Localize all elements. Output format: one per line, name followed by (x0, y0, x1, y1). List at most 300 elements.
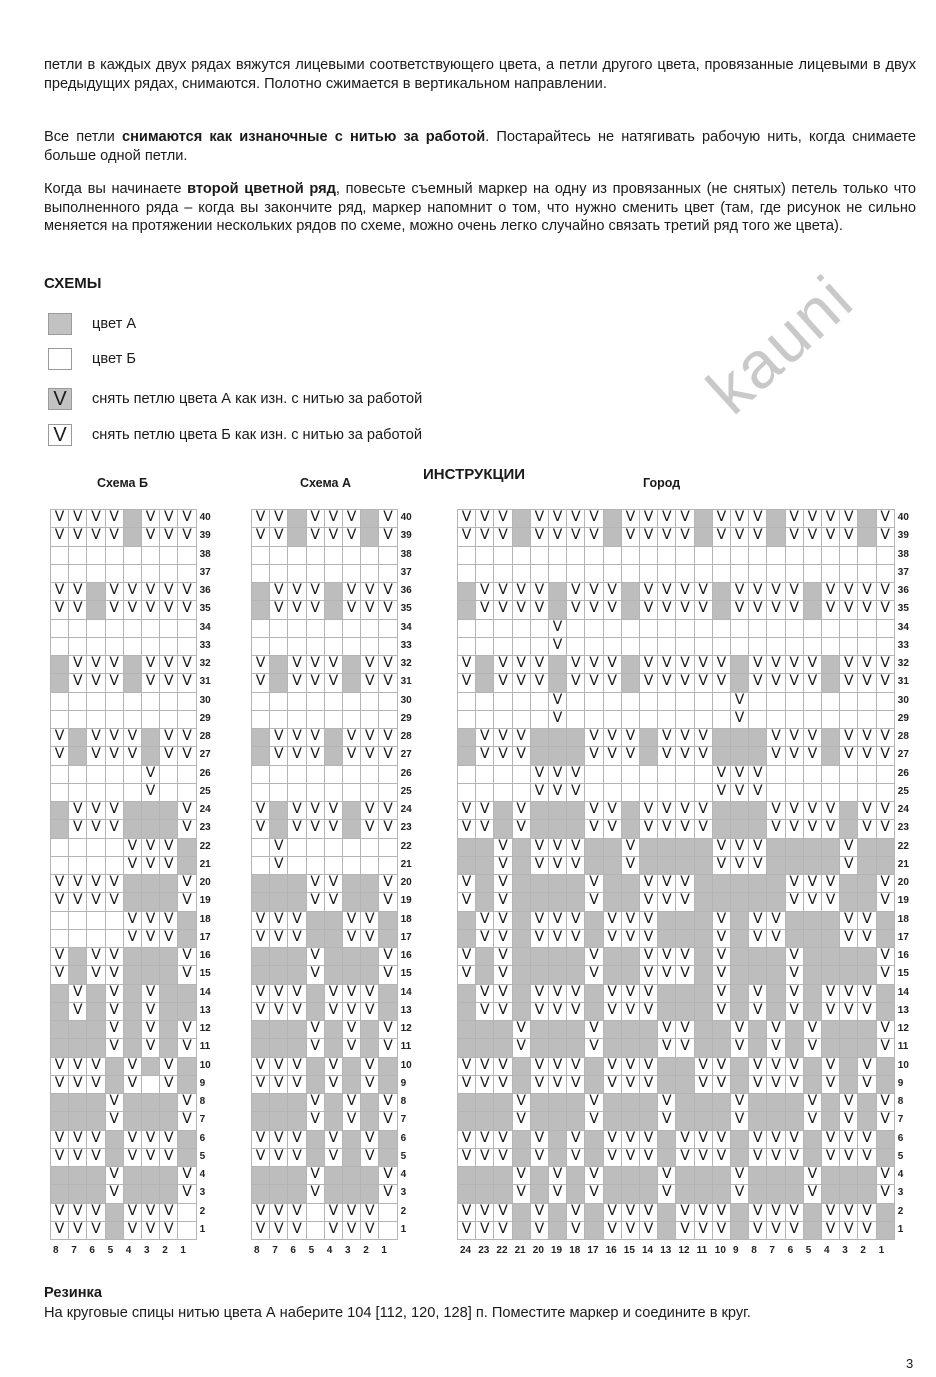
chart-cell: V (876, 1038, 895, 1057)
chart-cell: V (766, 600, 785, 619)
chart-cell: V (621, 984, 640, 1003)
chart-cell (105, 1203, 124, 1222)
chart-cell: V (675, 728, 694, 747)
row-number: 16 (400, 950, 412, 961)
row-number: 32 (897, 658, 909, 669)
chart-cell: V (657, 965, 676, 984)
chart-cell: V (306, 728, 325, 747)
chart-cell: V (86, 509, 105, 528)
column-number: 22 (496, 1245, 508, 1256)
chart-cell: V (287, 929, 306, 948)
chart-cell (123, 564, 142, 583)
chart-cell (141, 965, 160, 984)
chart-cell (251, 728, 270, 747)
chart-cell (712, 1038, 731, 1057)
p2-bold: снимаются как изнаночные с нитью за работой (121, 129, 486, 145)
chart-cell (639, 546, 658, 565)
chart-cell (566, 692, 585, 711)
row-number: 35 (199, 603, 211, 615)
chart-cell (530, 819, 549, 838)
chart-cell: V (86, 1203, 105, 1222)
chart-cell (123, 673, 142, 692)
chart-cell: V (566, 1057, 585, 1076)
chart-cell (530, 1038, 549, 1057)
chart-cell: V (269, 527, 288, 546)
chart-cell: V (584, 1184, 603, 1203)
chart-cell (712, 874, 731, 893)
chart-cell (530, 1184, 549, 1203)
chart-cell: V (657, 728, 676, 747)
chart-cell (86, 1020, 105, 1039)
chart-cell (639, 728, 658, 747)
chart-cell (603, 874, 622, 893)
chart-cell (530, 564, 549, 583)
chart-cell (378, 1203, 397, 1222)
chart-cell: V (839, 600, 858, 619)
chart-cell: V (493, 1130, 512, 1149)
chart-cell (603, 637, 622, 656)
chart-cell (360, 564, 379, 583)
chart-cell (324, 911, 343, 930)
chart-cell (839, 692, 858, 711)
chart-cell: V (857, 1221, 876, 1240)
chart-cell: V (657, 582, 676, 601)
chart-cell (159, 1002, 178, 1021)
column-number: 3 (144, 1245, 150, 1256)
chart-cell (493, 1093, 512, 1112)
chart-cell (803, 1203, 822, 1222)
chart-cell (785, 1166, 804, 1185)
chart-cell: V (177, 527, 196, 546)
chart-cell (785, 838, 804, 857)
chart-cell (821, 947, 840, 966)
chart-cell: V (287, 582, 306, 601)
chart-cell (177, 911, 196, 930)
chart-cell (730, 929, 749, 948)
chart-cell: V (603, 1148, 622, 1167)
chart-cell (50, 1111, 69, 1130)
chart-cell: V (123, 911, 142, 930)
chart-cell (803, 1148, 822, 1167)
chart-cell: V (457, 819, 476, 838)
chart-cell: V (324, 892, 343, 911)
chart-cell (324, 783, 343, 802)
chart-cell (584, 564, 603, 583)
chart-cell (694, 965, 713, 984)
chart-cell (306, 637, 325, 656)
chart-cell: V (566, 838, 585, 857)
chart-cell: V (876, 746, 895, 765)
chart-cell: V (694, 1221, 713, 1240)
chart-cell (68, 765, 87, 784)
chart-cell: V (287, 673, 306, 692)
chart-cell (584, 856, 603, 875)
chart-cell: V (694, 819, 713, 838)
chart-cell: V (123, 838, 142, 857)
chart-cell (803, 1075, 822, 1094)
column-number: 11 (696, 1245, 708, 1256)
chart-cell (548, 1130, 567, 1149)
chart-cell (159, 783, 178, 802)
chart-cell (857, 710, 876, 729)
chart-cell (839, 546, 858, 565)
chart-cell: V (730, 838, 749, 857)
column-number: 18 (569, 1245, 581, 1256)
chart-cell (360, 856, 379, 875)
chart-cell: V (839, 582, 858, 601)
chart-cell: V (287, 600, 306, 619)
chart-cell (251, 1111, 270, 1130)
chart-cell (785, 1111, 804, 1130)
chart-cell (177, 929, 196, 948)
row-number: 1 (897, 1223, 904, 1235)
chart-cell: V (603, 1221, 622, 1240)
chart-cell (324, 856, 343, 875)
chart-cell: V (159, 1075, 178, 1094)
chart-cell: V (512, 1184, 531, 1203)
chart-cell: V (748, 673, 767, 692)
chart-cell: V (269, 600, 288, 619)
chart-cell (839, 1020, 858, 1039)
chart-cell: V (360, 1203, 379, 1222)
chart-cell (512, 1057, 531, 1076)
chart-cell (512, 1203, 531, 1222)
chart-cell (584, 1130, 603, 1149)
chart-cell: V (475, 929, 494, 948)
chart-cell (657, 1075, 676, 1094)
chart-cell: V (603, 1130, 622, 1149)
chart-cell (86, 1093, 105, 1112)
chart-cell: V (639, 600, 658, 619)
row-number: 4 (199, 1169, 206, 1180)
chart-cell: V (839, 673, 858, 692)
row-number: 20 (199, 877, 211, 888)
chart-cell (269, 655, 288, 674)
chart-cell: V (530, 527, 549, 546)
chart-cell: V (766, 1148, 785, 1167)
column-number: 4 (824, 1245, 830, 1256)
chart-cell: V (675, 600, 694, 619)
chart-cell: V (512, 600, 531, 619)
chart-cell: V (603, 1075, 622, 1094)
chart-cell: V (50, 1130, 69, 1149)
chart-cell (584, 765, 603, 784)
chart-cell (821, 637, 840, 656)
chart-cell (123, 801, 142, 820)
chart-cell (785, 1038, 804, 1057)
chart-cell (839, 783, 858, 802)
chart-cell: V (657, 655, 676, 674)
chart-cell: V (378, 527, 397, 546)
chart-cell (785, 929, 804, 948)
chart-cell: V (603, 600, 622, 619)
chart-cell (730, 911, 749, 930)
chart-cell (123, 692, 142, 711)
chart-cell (269, 564, 288, 583)
chart-cell: V (378, 874, 397, 893)
chart-cell (566, 947, 585, 966)
chart-cell (512, 965, 531, 984)
chart-cell: V (584, 746, 603, 765)
chart-cell (159, 965, 178, 984)
chart-cell (123, 1002, 142, 1021)
chart-cell (141, 892, 160, 911)
chart-cell: V (766, 1130, 785, 1149)
chart-cell: V (839, 1148, 858, 1167)
chart-cell: V (50, 1057, 69, 1076)
chart-cell: V (876, 527, 895, 546)
chart-cell (159, 1166, 178, 1185)
chart-cell: V (475, 1002, 494, 1021)
chart-cell (548, 874, 567, 893)
chart-cell (766, 856, 785, 875)
row-number: 40 (400, 512, 412, 523)
chart-cell (475, 710, 494, 729)
chart-cell: V (530, 1130, 549, 1149)
chart-cell: V (712, 509, 731, 528)
chart-cell: V (694, 655, 713, 674)
chart-cell: V (141, 509, 160, 528)
row-number: 10 (199, 1059, 211, 1071)
chart-cell (548, 801, 567, 820)
chart-cell (548, 655, 567, 674)
chart-cell (694, 765, 713, 784)
chart-cell: V (457, 1075, 476, 1094)
chart-cell (621, 765, 640, 784)
chart-cell (269, 947, 288, 966)
chart-cell (342, 710, 361, 729)
chart-cell (306, 546, 325, 565)
row-number: 22 (400, 840, 412, 852)
chart-cell: V (766, 1038, 785, 1057)
chart-cell: V (694, 673, 713, 692)
chart-cell: V (141, 1148, 160, 1167)
row-number: 2 (400, 1205, 407, 1217)
chart-cell (748, 564, 767, 583)
chart-cell: V (548, 929, 567, 948)
chart-cell: V (177, 746, 196, 765)
chart-cell (159, 984, 178, 1003)
chart-cell (857, 619, 876, 638)
chart-cell: V (324, 509, 343, 528)
chart-cell (803, 947, 822, 966)
chart-cell: V (287, 1002, 306, 1021)
chart-cell: V (493, 856, 512, 875)
chart-cell (105, 710, 124, 729)
chart-cell: V (306, 673, 325, 692)
chart-cell: V (475, 819, 494, 838)
chart-cell: V (141, 984, 160, 1003)
chart-cell (803, 710, 822, 729)
column-number: 5 (107, 1245, 114, 1256)
chart-cell (876, 637, 895, 656)
chart-cell (68, 783, 87, 802)
chart-cell: V (603, 801, 622, 820)
chart-cell: V (803, 874, 822, 893)
chart-cell (748, 1166, 767, 1185)
chart-cell: V (621, 1057, 640, 1076)
chart-cell: V (821, 892, 840, 911)
column-number: 12 (678, 1245, 690, 1256)
chart-cell (306, 1203, 325, 1222)
chart-cell (475, 692, 494, 711)
chart-cell (694, 509, 713, 528)
chart-cell: V (876, 892, 895, 911)
chart-cell (269, 765, 288, 784)
chart-cell: V (141, 911, 160, 930)
chart-cell: V (639, 801, 658, 820)
chart-cell (857, 892, 876, 911)
chart-cell (306, 1130, 325, 1149)
chart-cell (378, 911, 397, 930)
chart-cell (876, 692, 895, 711)
chart-cell (766, 1111, 785, 1130)
chart-cell: V (821, 819, 840, 838)
chart-cell: V (857, 1130, 876, 1149)
chart-cell (548, 1093, 567, 1112)
chart-cell: V (657, 509, 676, 528)
chart-cell: V (123, 1221, 142, 1240)
chart-cell: V (530, 1148, 549, 1167)
chart-cell (712, 728, 731, 747)
row-number: 8 (400, 1096, 407, 1107)
chart-cell: V (177, 819, 196, 838)
row-number: 4 (400, 1169, 407, 1180)
chart-cell (306, 564, 325, 583)
chart-cell (141, 819, 160, 838)
chart-cell: V (50, 1221, 69, 1240)
chart-cell (378, 838, 397, 857)
chart-cell: V (123, 1130, 142, 1149)
chart-cell: V (105, 892, 124, 911)
chart-cell: V (803, 746, 822, 765)
chart-cell (306, 710, 325, 729)
chart-cell: V (730, 1184, 749, 1203)
chart-cell (785, 1093, 804, 1112)
chart-cell: V (105, 984, 124, 1003)
chart-cell: V (177, 892, 196, 911)
chart-cell: V (712, 984, 731, 1003)
chart-cell (177, 564, 196, 583)
chart-cell: V (621, 1148, 640, 1167)
schemes-heading: СХЕМЫ (44, 275, 102, 292)
chart-cell: V (68, 527, 87, 546)
chart-cell (621, 965, 640, 984)
chart-cell: V (639, 1075, 658, 1094)
chart-cell (730, 1075, 749, 1094)
chart-cell (306, 1148, 325, 1167)
chart-cell: V (803, 1166, 822, 1185)
chart-cell (251, 856, 270, 875)
chart-cell (876, 619, 895, 638)
chart-cell (857, 783, 876, 802)
chart-cell: V (50, 892, 69, 911)
chart-cell: V (821, 801, 840, 820)
chart-cell: V (584, 527, 603, 546)
chart-cell: V (857, 582, 876, 601)
chart-cell: V (857, 1203, 876, 1222)
chart-cell (530, 801, 549, 820)
chart-cell: V (639, 1203, 658, 1222)
chart-cell (694, 838, 713, 857)
chart-cell (287, 1038, 306, 1057)
chart-cell: V (712, 1148, 731, 1167)
chart-cell (306, 1221, 325, 1240)
chart-cell (876, 911, 895, 930)
column-number: 1 (381, 1245, 387, 1256)
chart-cell (603, 965, 622, 984)
chart-cell: V (603, 728, 622, 747)
chart-cell (821, 673, 840, 692)
chart-cell: V (177, 673, 196, 692)
chart-cell (639, 765, 658, 784)
chart-cell (766, 509, 785, 528)
chart-cell (657, 637, 676, 656)
chart-cell (105, 637, 124, 656)
chart-cell (675, 984, 694, 1003)
chart-cell (159, 874, 178, 893)
chart-cell: V (821, 527, 840, 546)
chart-cell: V (639, 929, 658, 948)
row-number: 17 (897, 931, 909, 943)
chart-cell (675, 619, 694, 638)
chart-cell: V (639, 1148, 658, 1167)
chart-cell: V (530, 1221, 549, 1240)
chart-cell (857, 856, 876, 875)
chart-cell: V (839, 527, 858, 546)
chart-cell (675, 911, 694, 930)
chart-cell (730, 564, 749, 583)
chart-cell (159, 1093, 178, 1112)
chart-cell: V (621, 1221, 640, 1240)
chart-cell: V (68, 600, 87, 619)
chart-cell (766, 692, 785, 711)
chart-cell: V (342, 1111, 361, 1130)
chart-cell (548, 1111, 567, 1130)
chart-cell: V (141, 765, 160, 784)
chart-cell (603, 1184, 622, 1203)
chart-cell: V (839, 911, 858, 930)
chart-cell: V (803, 801, 822, 820)
chart-cell: V (342, 929, 361, 948)
row-number: 11 (897, 1041, 909, 1053)
chart-cell (766, 546, 785, 565)
chart-cell: V (839, 929, 858, 948)
chart-cell (730, 728, 749, 747)
column-number: 2 (363, 1245, 369, 1256)
column-number: 5 (805, 1245, 812, 1256)
chart-cell (766, 1166, 785, 1185)
chart-cell (694, 692, 713, 711)
chart-cell (269, 619, 288, 638)
chart-cell (324, 1093, 343, 1112)
chart-cell: V (657, 673, 676, 692)
row-number: 29 (897, 712, 909, 724)
chart-cell (251, 710, 270, 729)
chart-cell (269, 1038, 288, 1057)
chart-cell: V (512, 1111, 531, 1130)
chart-cell (123, 637, 142, 656)
chart-cell (360, 710, 379, 729)
chart-cell (68, 692, 87, 711)
row-number: 5 (897, 1150, 904, 1162)
chart-cell (141, 1093, 160, 1112)
chart-cell (324, 1111, 343, 1130)
chart-cell: V (324, 874, 343, 893)
chart-cell: V (68, 1057, 87, 1076)
chart-cell (857, 527, 876, 546)
chart-cell (730, 746, 749, 765)
